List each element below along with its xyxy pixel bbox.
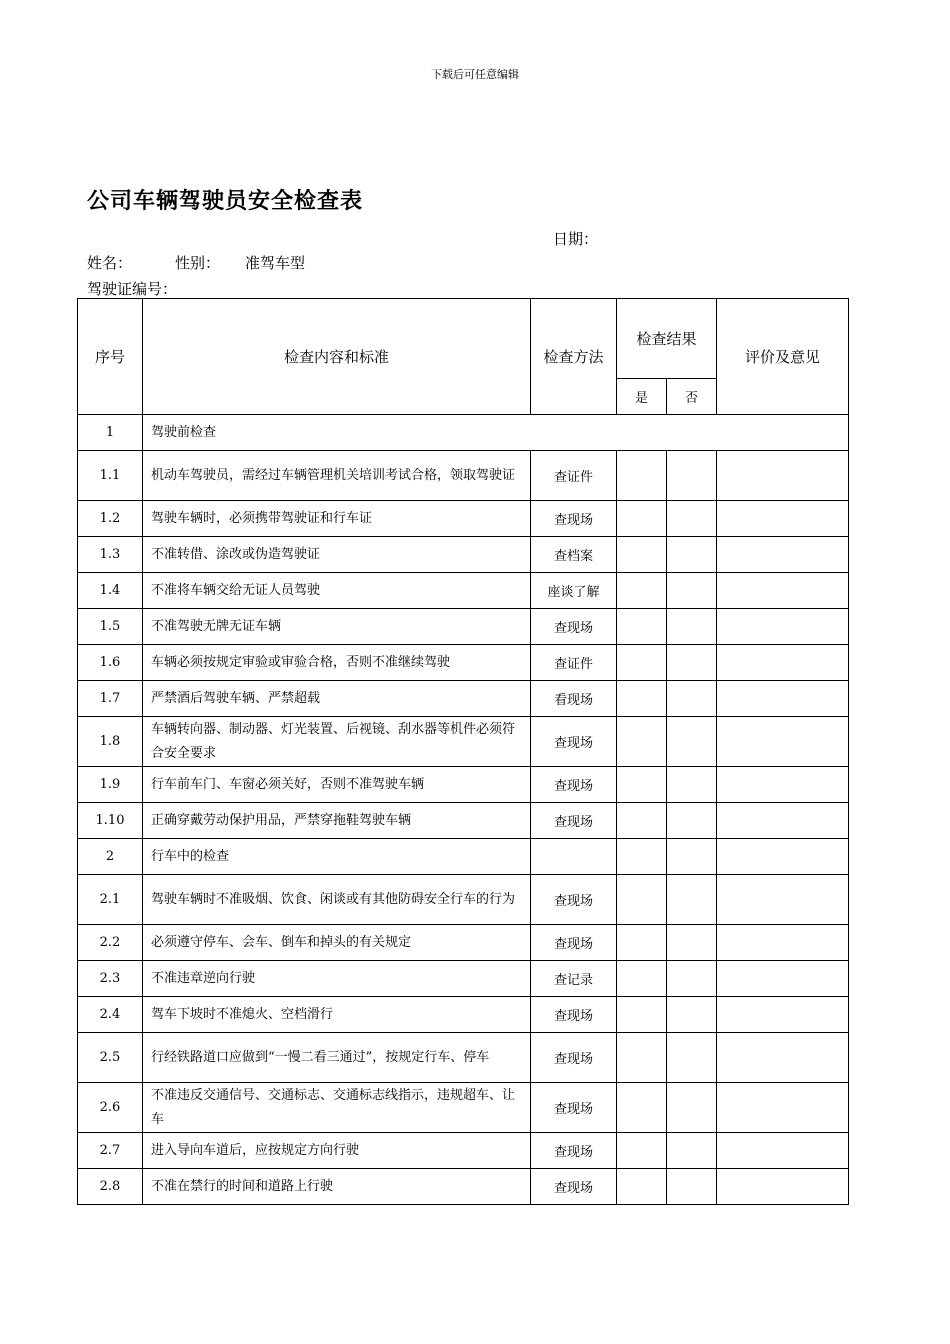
- row-evaluation-cell[interactable]: [717, 925, 849, 961]
- row-result-yes-cell[interactable]: [617, 997, 667, 1033]
- row-evaluation-cell[interactable]: [717, 1133, 849, 1169]
- row-content: 进入导向车道后，应按规定方向行驶: [143, 1133, 531, 1169]
- table-row: [78, 767, 849, 803]
- row-content: 不准将车辆交给无证人员驾驶: [143, 573, 531, 609]
- date-label: 日期：: [553, 230, 599, 248]
- row-evaluation-cell[interactable]: [717, 681, 849, 717]
- table-row: [78, 1033, 849, 1083]
- row-num: 1.1: [78, 451, 143, 501]
- row-evaluation-cell[interactable]: [717, 1169, 849, 1205]
- row-method: 查现场: [531, 609, 617, 645]
- row-result-no-cell[interactable]: [667, 803, 717, 839]
- row-result-no-cell[interactable]: [667, 1133, 717, 1169]
- row-evaluation-cell[interactable]: [717, 501, 849, 537]
- table-row: [78, 1083, 849, 1133]
- table-row: [78, 681, 849, 717]
- row-method: 查现场: [531, 803, 617, 839]
- row-num: 2.7: [78, 1133, 143, 1169]
- row-num: 1.6: [78, 645, 143, 681]
- row-evaluation-cell[interactable]: [717, 1083, 849, 1133]
- row-num: 1.9: [78, 767, 143, 803]
- table-row: [78, 645, 849, 681]
- row-method: 查记录: [531, 961, 617, 997]
- row-result-no-cell[interactable]: [667, 451, 717, 501]
- row-num: 2: [78, 839, 143, 875]
- row-num: 2.2: [78, 925, 143, 961]
- row-result-yes-cell[interactable]: [617, 537, 667, 573]
- row-content: 机动车驾驶员，需经过车辆管理机关培训考试合格，领取驾驶证: [143, 451, 531, 501]
- row-method: 查现场: [531, 1033, 617, 1083]
- row-content: 驾驶车辆时不准吸烟、饮食、闲谈或有其他防碍安全行车的行为: [143, 875, 531, 925]
- row-method: 查现场: [531, 501, 617, 537]
- row-evaluation-cell[interactable]: [717, 451, 849, 501]
- row-content: 不准违反交通信号、交通标志、交通标志线指示，违规超车、让车: [143, 1083, 531, 1133]
- row-num: 2.6: [78, 1083, 143, 1133]
- row-content: 行经铁路道口应做到“一慢二看三通过”，按规定行车、停车: [143, 1033, 531, 1083]
- inspection-table: [77, 298, 849, 1205]
- row-result-no-cell[interactable]: [667, 1083, 717, 1133]
- row-result-yes-cell[interactable]: [617, 573, 667, 609]
- row-num: 2.4: [78, 997, 143, 1033]
- header-evaluation: 评价及意见: [717, 299, 849, 415]
- row-evaluation-cell[interactable]: [717, 997, 849, 1033]
- row-result-yes-cell[interactable]: [617, 609, 667, 645]
- header-no: 否: [667, 379, 717, 415]
- header-method: 检查方法: [531, 299, 617, 415]
- row-section-title: 驾驶前检查: [143, 415, 849, 451]
- row-evaluation-cell[interactable]: [717, 839, 849, 875]
- row-result-yes-cell[interactable]: [617, 681, 667, 717]
- row-result-no-cell[interactable]: [667, 839, 717, 875]
- header-result: 检查结果: [617, 299, 717, 379]
- driver-info-line: [87, 252, 305, 273]
- row-result-no-cell[interactable]: [667, 501, 717, 537]
- table-row: [78, 717, 849, 767]
- row-method: [531, 839, 617, 875]
- row-content: 不准违章逆向行驶: [143, 961, 531, 997]
- row-result-yes-cell[interactable]: [617, 451, 667, 501]
- row-num: 1.7: [78, 681, 143, 717]
- table-row: [78, 1169, 849, 1205]
- row-num: 2.1: [78, 875, 143, 925]
- row-content: 不准驾驶无牌无证车辆: [143, 609, 531, 645]
- row-evaluation-cell[interactable]: [717, 609, 849, 645]
- row-evaluation-cell[interactable]: [717, 573, 849, 609]
- row-result-yes-cell[interactable]: [617, 1133, 667, 1169]
- row-result-no-cell[interactable]: [667, 717, 717, 767]
- row-evaluation-cell[interactable]: [717, 537, 849, 573]
- row-method: 查现场: [531, 925, 617, 961]
- header-note: 下载后可任意编辑: [431, 68, 519, 81]
- gender-label: 性别：: [175, 254, 221, 272]
- row-result-yes-cell[interactable]: [617, 839, 667, 875]
- table-row: [78, 925, 849, 961]
- row-method: 座谈了解: [531, 573, 617, 609]
- row-method: 查现场: [531, 1083, 617, 1133]
- row-method: 查现场: [531, 767, 617, 803]
- row-evaluation-cell[interactable]: [717, 1033, 849, 1083]
- table-row: [78, 451, 849, 501]
- row-method: 查现场: [531, 875, 617, 925]
- row-method: 查证件: [531, 451, 617, 501]
- row-content: 车辆必须按规定审验或审验合格，否则不准继续驾驶: [143, 645, 531, 681]
- row-num: 1.3: [78, 537, 143, 573]
- row-result-no-cell[interactable]: [667, 681, 717, 717]
- row-content: 不准在禁行的时间和道路上行驶: [143, 1169, 531, 1205]
- row-result-no-cell[interactable]: [667, 925, 717, 961]
- row-method: 查现场: [531, 717, 617, 767]
- row-result-no-cell[interactable]: [667, 1169, 717, 1205]
- header-yes: 是: [617, 379, 667, 415]
- row-evaluation-cell[interactable]: [717, 803, 849, 839]
- table-row: [78, 537, 849, 573]
- row-evaluation-cell[interactable]: [717, 767, 849, 803]
- row-result-yes-cell[interactable]: [617, 501, 667, 537]
- row-num: 1.2: [78, 501, 143, 537]
- row-content: 正确穿戴劳动保护用品，严禁穿拖鞋驾驶车辆: [143, 803, 531, 839]
- row-result-yes-cell[interactable]: [617, 645, 667, 681]
- row-result-yes-cell[interactable]: [617, 717, 667, 767]
- table-row: [78, 415, 849, 451]
- row-num: 2.8: [78, 1169, 143, 1205]
- row-num: 1.5: [78, 609, 143, 645]
- row-evaluation-cell[interactable]: [717, 961, 849, 997]
- row-content: 驾驶车辆时，必须携带驾驶证和行车证: [143, 501, 531, 537]
- row-content: 严禁酒后驾驶车辆、严禁超载: [143, 681, 531, 717]
- table-body: [78, 415, 849, 1205]
- row-num: 1.10: [78, 803, 143, 839]
- row-num: 2.3: [78, 961, 143, 997]
- vehicle-type-label: 准驾车型: [245, 254, 306, 272]
- row-method: 查现场: [531, 997, 617, 1033]
- row-result-yes-cell[interactable]: [617, 803, 667, 839]
- row-result-no-cell[interactable]: [667, 997, 717, 1033]
- row-evaluation-cell[interactable]: [717, 717, 849, 767]
- row-result-no-cell[interactable]: [667, 875, 717, 925]
- row-result-no-cell[interactable]: [667, 645, 717, 681]
- row-content: 行车前车门、车窗必须关好，否则不准驾驶车辆: [143, 767, 531, 803]
- row-evaluation-cell[interactable]: [717, 645, 849, 681]
- header-content: 检查内容和标准: [143, 299, 531, 415]
- row-num: 1: [78, 415, 143, 451]
- row-method: 查现场: [531, 1169, 617, 1205]
- page-title: 公司车辆驾驶员安全检查表: [87, 188, 364, 214]
- table-row: [78, 803, 849, 839]
- row-result-no-cell[interactable]: [667, 767, 717, 803]
- table-row: [78, 1133, 849, 1169]
- row-result-no-cell[interactable]: [667, 609, 717, 645]
- row-result-yes-cell[interactable]: [617, 925, 667, 961]
- row-method: 查证件: [531, 645, 617, 681]
- row-content: 驾车下坡时不准熄火、空档滑行: [143, 997, 531, 1033]
- header-num: 序号: [78, 299, 143, 415]
- row-method: 查现场: [531, 1133, 617, 1169]
- table-row: [78, 501, 849, 537]
- table-row: [78, 961, 849, 997]
- row-result-yes-cell[interactable]: [617, 1169, 667, 1205]
- table-row: [78, 839, 849, 875]
- row-content: 车辆转向器、制动器、灯光装置、后视镜、刮水器等机件必须符合安全要求: [143, 717, 531, 767]
- table-row: [78, 573, 849, 609]
- row-result-no-cell[interactable]: [667, 961, 717, 997]
- row-num: 2.5: [78, 1033, 143, 1083]
- row-result-no-cell[interactable]: [667, 537, 717, 573]
- row-content: 行车中的检查: [143, 839, 531, 875]
- row-num: 1.4: [78, 573, 143, 609]
- row-result-yes-cell[interactable]: [617, 1033, 667, 1083]
- table-row: [78, 875, 849, 925]
- row-content: 不准转借、涂改或伪造驾驶证: [143, 537, 531, 573]
- name-label: 姓名：: [87, 254, 133, 272]
- row-result-yes-cell[interactable]: [617, 1083, 667, 1133]
- row-content: 必须遵守停车、会车、倒车和掉头的有关规定: [143, 925, 531, 961]
- row-result-no-cell[interactable]: [667, 1033, 717, 1083]
- row-evaluation-cell[interactable]: [717, 875, 849, 925]
- row-result-yes-cell[interactable]: [617, 767, 667, 803]
- row-method: 看现场: [531, 681, 617, 717]
- row-result-yes-cell[interactable]: [617, 875, 667, 925]
- license-label: 驾驶证编号：: [87, 280, 178, 298]
- row-method: 查档案: [531, 537, 617, 573]
- row-result-no-cell[interactable]: [667, 573, 717, 609]
- row-result-yes-cell[interactable]: [617, 961, 667, 997]
- table-row: [78, 609, 849, 645]
- row-num: 1.8: [78, 717, 143, 767]
- table-row: [78, 997, 849, 1033]
